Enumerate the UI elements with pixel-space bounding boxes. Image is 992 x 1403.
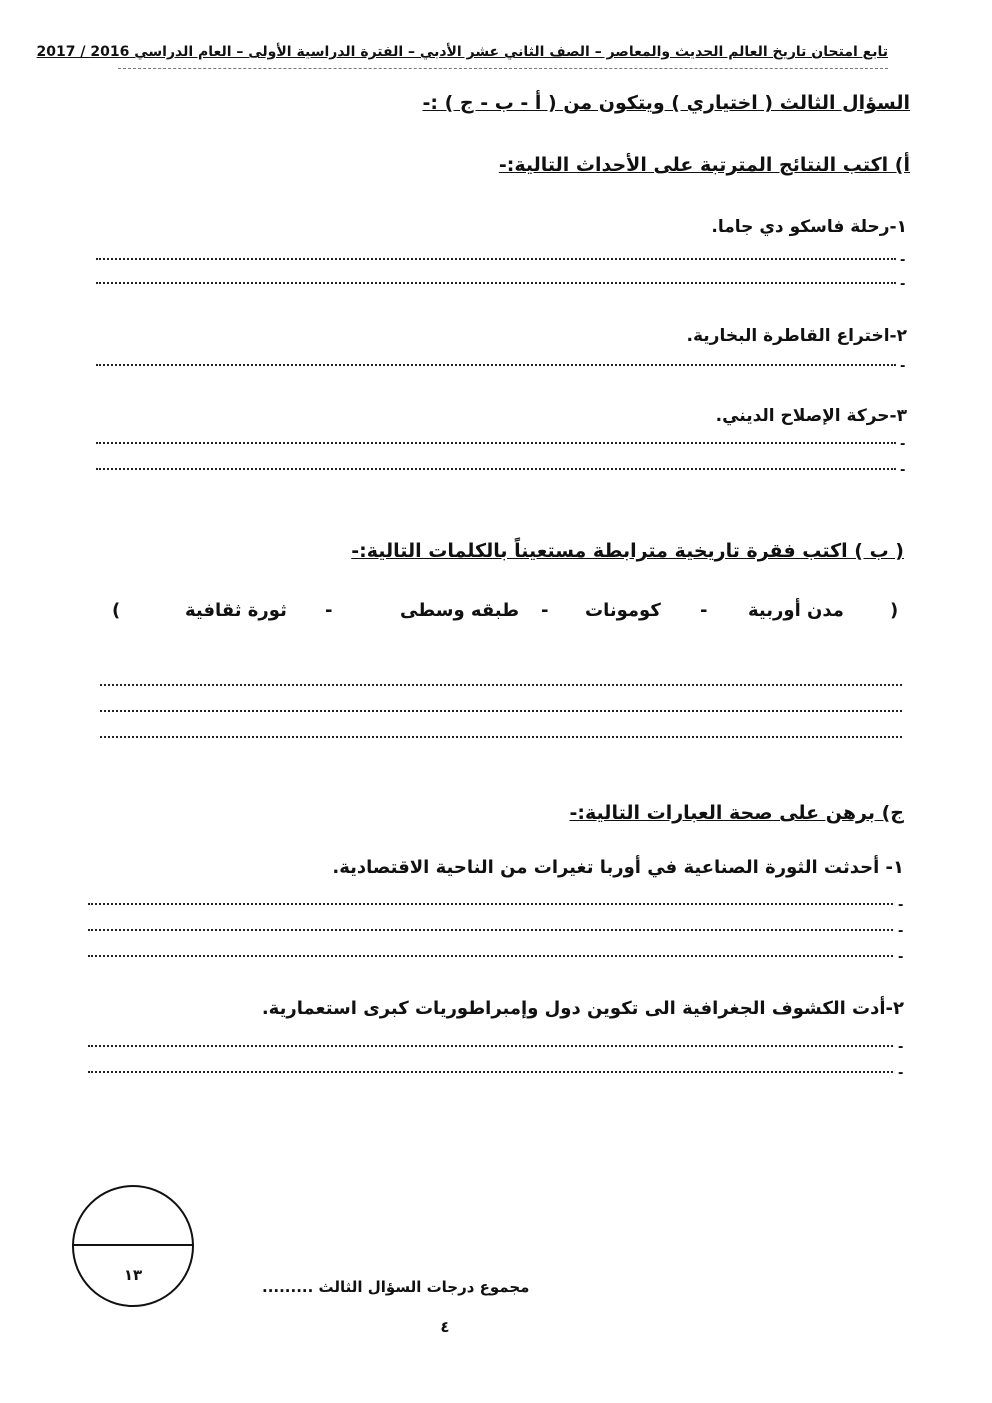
keyword-separator: - [325, 600, 333, 621]
answer-line[interactable] [96, 258, 896, 260]
keyword-4: ثورة ثقافية [185, 600, 287, 621]
paragraph-answer-line[interactable] [100, 684, 902, 686]
keyword-separator: - [700, 600, 708, 621]
section-a-title: أ) اكتب النتائج المترتبة على الأحداث التالية:- [498, 154, 910, 176]
line-marker: - [900, 359, 906, 374]
section-c-item-1: ١- أحدثت الثورة الصناعية في أوربا تغيرات من الناحية الاقتصادية. [332, 857, 904, 878]
answer-line[interactable] [96, 282, 896, 284]
total-score-label: مجموع درجات السؤال الثالث ......... [262, 1278, 530, 1296]
section-a-item-2: ٢-اختراع القاطرة البخارية. [686, 326, 907, 346]
keywords-open-paren: ( [890, 600, 899, 621]
answer-line[interactable] [88, 903, 893, 905]
section-c-item-2: ٢-أدت الكشوف الجغرافية الى تكوين دول وإمبراطوريات كبرى استعمارية. [261, 998, 904, 1019]
section-b-title: ( ب ) اكتب فقرة تاريخية مترابطة مستعيناً بالكلمات التالية:- [351, 540, 904, 562]
line-marker: - [898, 898, 904, 913]
section-a-item-3: ٣-حركة الإصلاح الديني. [715, 406, 907, 426]
score-circle-divider [72, 1244, 194, 1246]
answer-line[interactable] [88, 1045, 893, 1047]
header-divider [118, 68, 888, 69]
keyword-separator: - [541, 600, 549, 621]
keyword-3: طبقه وسطى [400, 600, 520, 621]
keyword-1: مدن أوربية [748, 600, 844, 621]
line-marker: - [898, 950, 904, 965]
answer-line[interactable] [96, 364, 896, 366]
line-marker: - [900, 253, 906, 268]
line-marker: - [900, 437, 906, 452]
paragraph-answer-line[interactable] [100, 736, 902, 738]
answer-line[interactable] [88, 929, 893, 931]
question-title: السؤال الثالث ( اختياري ) ويتكون من ( أ - ب - ج ) :- [422, 92, 910, 114]
keywords-close-paren: ) [112, 600, 121, 621]
section-a-item-1: ١-رحلة فاسكو دي جاما. [711, 217, 907, 237]
page-number: ٤ [440, 1318, 450, 1336]
line-marker: - [898, 1040, 904, 1055]
paragraph-answer-line[interactable] [100, 710, 902, 712]
answer-line[interactable] [88, 1071, 893, 1073]
line-marker: - [900, 277, 906, 292]
line-marker: - [898, 1066, 904, 1081]
score-circle-value: ١٣ [123, 1266, 143, 1284]
answer-line[interactable] [88, 955, 893, 957]
line-marker: - [900, 463, 906, 478]
exam-header: تابع امتحان تاريخ العالم الحديث والمعاصر – الصف الثاني عشر الأدبي – الفترة الدراسية الأولى – العام الدراسي 2016 / 2017 [36, 44, 888, 60]
section-c-title: ج) برهن على صحة العبارات التالية:- [569, 802, 904, 824]
score-circle [72, 1185, 194, 1307]
answer-line[interactable] [96, 442, 896, 444]
keyword-2: كومونات [585, 600, 661, 621]
line-marker: - [898, 924, 904, 939]
answer-line[interactable] [96, 468, 896, 470]
